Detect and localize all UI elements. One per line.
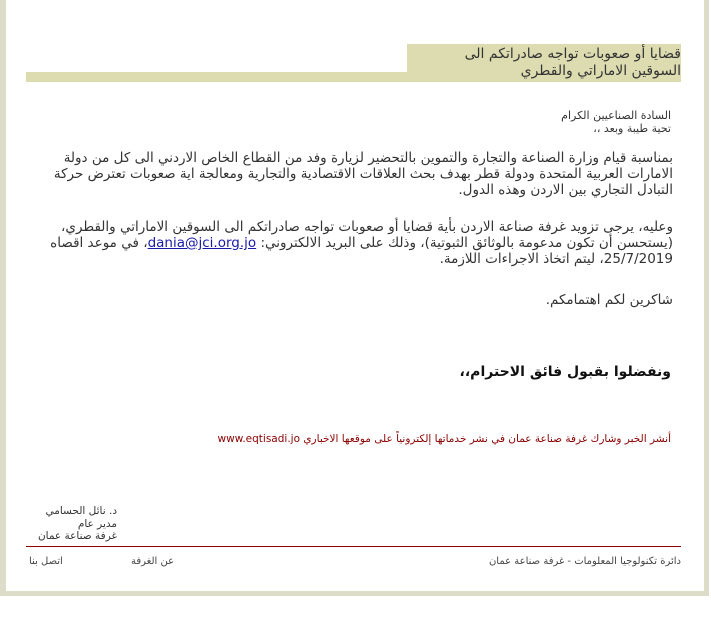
frame-bottom-border [0, 591, 709, 596]
paragraph-request-deadline: ، في موعد اقصاه 25/7/2019، ليتم اتخاذ الاجراءات اللازمة. [50, 235, 673, 267]
share-text: أنشر الخبر وشارك غرفة صناعة عمان في نشر خدماتها إلكترونياً على موقعها الاخباري [300, 433, 671, 445]
frame-right-border [704, 0, 709, 596]
paragraph-request-text: وعليه، يرجى تزويد غرفة صناعة الاردن بأية قضايا أو صعوبات تواجه صادراتكم الى السوقين الاماراتي والقطري، (يستحسن أن تكون مدعومة بالوثائق الثبوتية)، وذلك على البريد الالكتروني: [61, 219, 673, 251]
thanks-line: شاكرين لكم اهتمامكم. [545, 292, 673, 308]
signature-block: د. نائل الحسامي مدير عام غرفة صناعة عمان [37, 505, 117, 542]
page-title: قضايا أو صعوبات تواجه صادراتكم الى السوقين الاماراتي والقطري [464, 46, 681, 79]
news-site-link[interactable]: www.eqtisadi.jo [217, 433, 300, 445]
footer-link-contact[interactable]: اتصل بنا [29, 556, 63, 567]
email-link[interactable]: dania@jci.org.jo [147, 235, 257, 251]
frame-left-border [0, 0, 6, 596]
closing-line: ونفضلوا بقبول فائق الاحترام،، [459, 364, 671, 380]
paragraph-intro: بمناسبة قيام وزارة الصناعة والتجارة والتموين بالتحضير لزيارة وفد من القطاع الخاص الاردني الى كل من دولة الامارات العربية المتحدة ودولة قطر بهدف بحث العلاقات الاقتصادية والتجارية ومعالجة اية صعوبات تعترض حركة التبادل التجاري بين الاردن وهذه الدول. [53, 150, 673, 198]
footer-link-about[interactable]: عن الغرفة [131, 556, 175, 567]
share-notice [218, 433, 671, 445]
paragraph-request [33, 219, 673, 267]
salutation: السادة الصناعيين الكرام تحية طيبة وبعد ،، [561, 109, 671, 135]
footer-divider [26, 546, 681, 547]
footer-department: دائرة تكنولوجيا المعلومات - غرفة صناعة عمان [488, 556, 681, 567]
